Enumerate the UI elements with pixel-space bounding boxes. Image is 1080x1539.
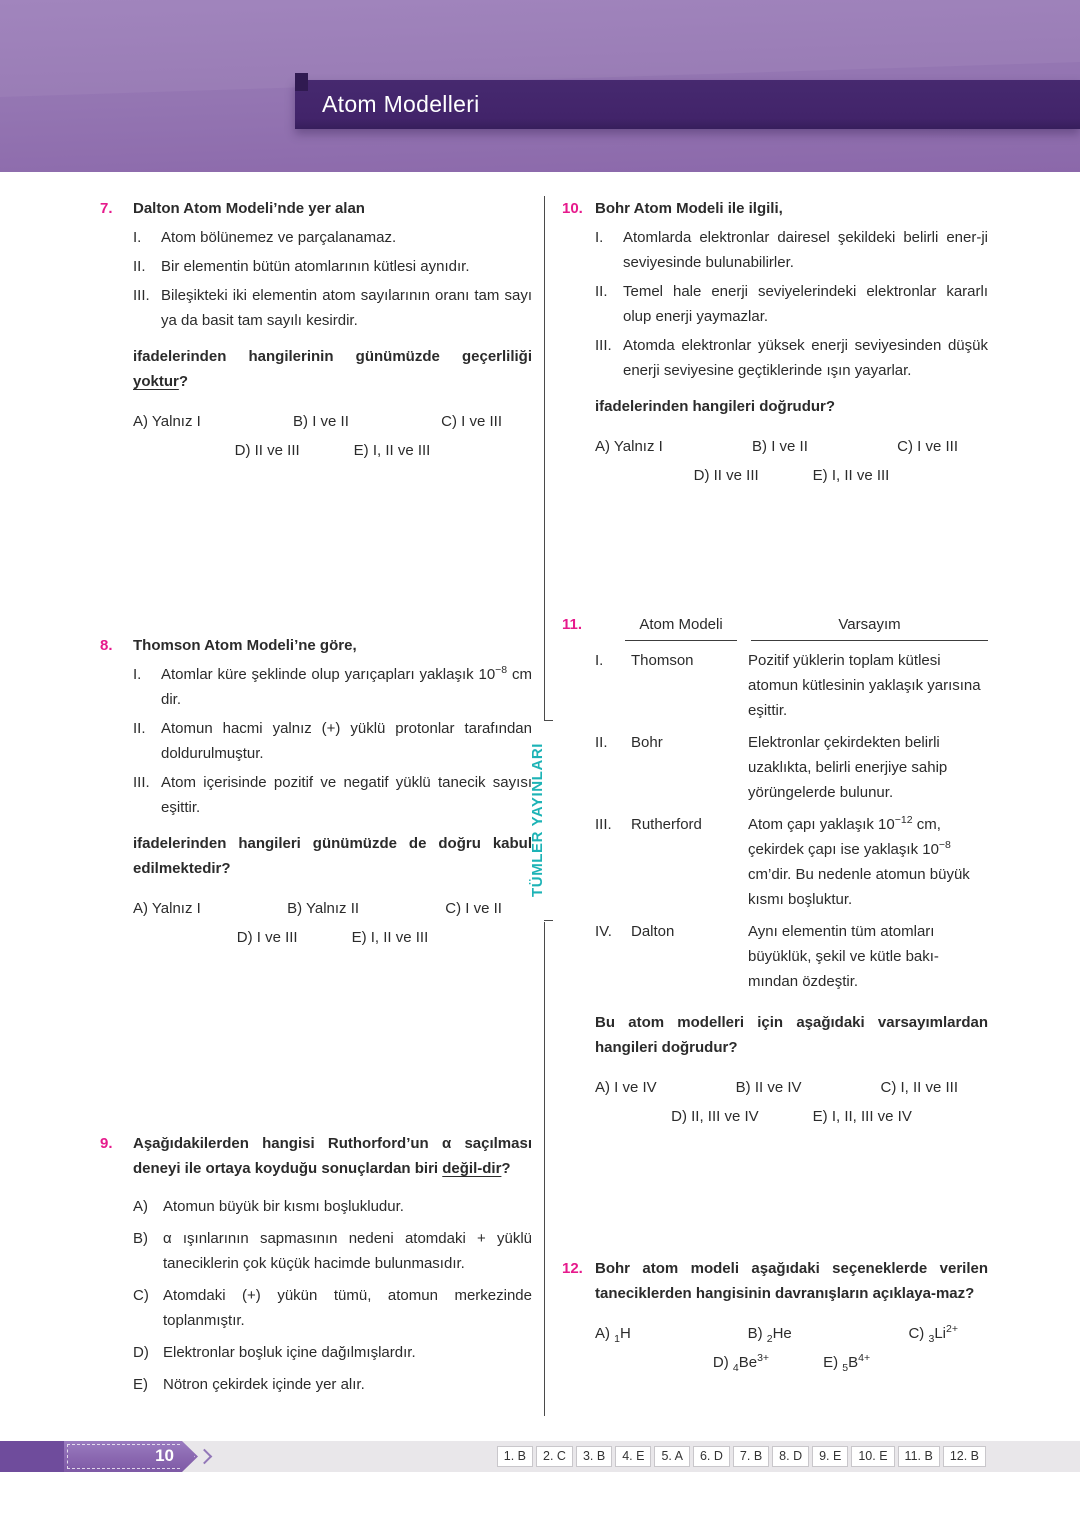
answer-option: B) α ışınlarının sapmasının nedeni atomdaki + yüklü taneciklerin çok küçük hacimde bulunmasıdır. [133,1230,532,1272]
answer-key-cell: 11. B [898,1446,940,1467]
roman-item: I. Atomlar küre şeklinde olup yarıçapları yaklaşık $10^{-8}$ cm dir. [133,664,532,708]
roman-item: III. Atom içerisinde pozitif ve negatif yüklü tanecik sayısı eşittir. [133,774,532,816]
option: A) Yalnız I [133,900,201,917]
option: A) Yalnız I [595,438,663,455]
option: E) I, II, III ve IV [812,1108,912,1125]
publisher-vertical-text: TÜMLER YAYINLARI [529,742,546,898]
answer-key-cell: 2. C [536,1446,573,1467]
question-number: 11. [562,616,583,633]
question-title: Bohr atom modeli aşağıdaki seçeneklerde verilen taneciklerden hangisinin davranışların açıklaya-maz? [595,1260,988,1302]
footer-left-block [0,1441,64,1472]
answer-option: A) Atomun büyük bir kısmı boşlukludur. [133,1198,404,1215]
options-row [595,1075,988,1100]
answer-key-cell: 3. B [576,1446,612,1467]
option: B) II ve IV [735,1079,802,1096]
roman-item: I. Atom bölünemez ve parçalanamaz. [133,229,397,246]
chevron-right-icon [197,1449,213,1465]
question-stem: ifadelerinden hangileri günümüzde de doğru kabul edilmektedir? [133,835,532,877]
option: A) Yalnız I [133,413,201,430]
roman-item: II. Atomun hacmi yalnız (+) yüklü protonlar tarafından doldurulmuştur. [133,720,532,762]
title-banner [295,80,1080,129]
answer-key [497,1446,986,1467]
roman-item: III. Atomda elektronlar yüksek enerji seviyesinden düşük enerji seviyesine geçtiklerinde ışın yayarlar. [595,337,988,379]
roman-item: I. Atomlarda elektronlar dairesel şekildeki belirli ener-ji seviyesinde bulunabilirler. [595,229,988,271]
option: C) $_3Li^{2+}$ [908,1323,958,1345]
question-stem: Bu atom modelleri için aşağıdaki varsayımlardan hangileri doğrudur? [595,1014,988,1056]
question-10 [562,196,988,488]
option: E) I, II ve III [351,929,429,946]
answer-key-cell: 9. E [812,1446,848,1467]
table-header-model: Atom Modeli [625,612,737,641]
answer-key-cell: 4. E [615,1446,651,1467]
divider-tick-top [544,720,553,721]
table-row: IV. Dalton Aynı elementin tüm atomları büyüklük, şekil ve kütle bakı-mından özdeştir. [595,923,939,990]
question-number: 9. [100,1135,113,1152]
options-row [133,409,532,434]
column-divider-top [544,196,545,720]
question-number: 7. [100,200,113,217]
option: D) II ve III [234,442,300,459]
option: B) $_2$He [747,1325,792,1345]
answer-key-cell: 1. B [497,1446,533,1467]
option: B) I ve II [293,413,349,430]
question-stem: ifadelerinden hangileri doğrudur? [595,398,836,415]
option: D) I ve III [236,929,298,946]
option: C) I ve II [445,900,502,917]
option: B) Yalnız II [287,900,360,917]
page-title: Atom Modelleri [322,91,480,117]
option: A) $_1$H [595,1325,631,1345]
option: A) I ve IV [595,1079,657,1096]
question-number: 10. [562,200,583,217]
options-row [595,1350,988,1375]
page-header [0,0,1080,172]
answer-key-cell: 6. D [693,1446,730,1467]
question-title: Thomson Atom Modeli’ne göre, [133,637,357,654]
option: B) I ve II [752,438,808,455]
question-7 [100,196,532,463]
option: D) II, III ve IV [671,1108,759,1125]
options-row [595,434,988,459]
table-header-assumption: Varsayım [751,612,988,641]
answer-key-cell: 8. D [772,1446,809,1467]
options-row [595,1321,988,1346]
options-row [133,925,532,950]
answer-key-cell: 7. B [733,1446,769,1467]
page-number: 10 [155,1446,174,1465]
question-title: Dalton Atom Modeli’nde yer alan [133,200,365,217]
question-number: 12. [562,1260,583,1277]
question-number: 8. [100,637,113,654]
roman-item: II. Temel hale enerji seviyelerindeki elektronlar kararlı olup enerji yaymazlar. [595,283,988,325]
table-row: III. Rutherford Atom çapı yaklaşık $10^{-12}$ cm, çekirdek çapı ise yaklaşık $10^{-8}$ cm’dir. Bu nedenle atomun büyük kısmı boşluktur. [595,814,970,908]
table-row: I. Thomson Pozitif yüklerin toplam kütlesi atomun kütlesinin yaklaşık yarısına eşittir. [595,652,981,719]
question-12 [562,1256,988,1375]
option: E) $_5B^{4+}$ [823,1352,871,1374]
table-header-row [595,612,988,641]
option: C) I, II ve III [880,1079,958,1096]
question-9 [100,1131,532,1397]
options-row [595,1104,988,1129]
answer-key-cell: 5. A [654,1446,690,1467]
options-row [133,438,532,463]
question-title: Bohr Atom Modeli ile ilgili, [595,200,783,217]
answer-key-cell: 12. B [943,1446,986,1467]
roman-item: III. Bileşikteki iki elementin atom sayılarının oranı tam sayı ya da basit tam sayılı kesirdir. [133,287,532,329]
option: E) I, II ve III [353,442,431,459]
question-8 [100,633,532,950]
option: E) I, II ve III [812,467,890,484]
options-row [595,463,988,488]
column-divider-bottom [544,922,545,1416]
option: D) $_4Be^{3+}$ [712,1352,770,1374]
question-title: Aşağıdakilerden hangisi Ruthorford’un α saçılması deneyi ile ortaya koyduğu sonuçlardan biri değil-dir? [133,1135,532,1177]
table-row: II. Bohr Elektronlar çekirdekten belirli uzaklıkta, belirli enerjiye sahip yörüngelerde bulunur. [595,734,948,801]
option: C) I ve III [441,413,502,430]
answer-option: C) Atomdaki (+) yükün tümü, atomun merkezinde toplanmıştır. [133,1287,532,1329]
options-row [133,896,532,921]
footer-bar [0,1441,1080,1472]
roman-item: II. Bir elementin bütün atomlarının kütlesi aynıdır. [133,258,470,275]
question-11 [562,612,988,1129]
answer-option: D) Elektronlar boşluk içine dağılmışlardır. [133,1344,416,1361]
option: C) I ve III [897,438,958,455]
option: D) II ve III [693,467,759,484]
answer-key-cell: 10. E [851,1446,894,1467]
answer-option: E) Nötron çekirdek içinde yer alır. [133,1376,365,1393]
divider-tick-bottom [544,920,553,921]
question-stem: ifadelerinden hangilerinin günümüzde geçerliliği yoktur? [133,348,532,390]
